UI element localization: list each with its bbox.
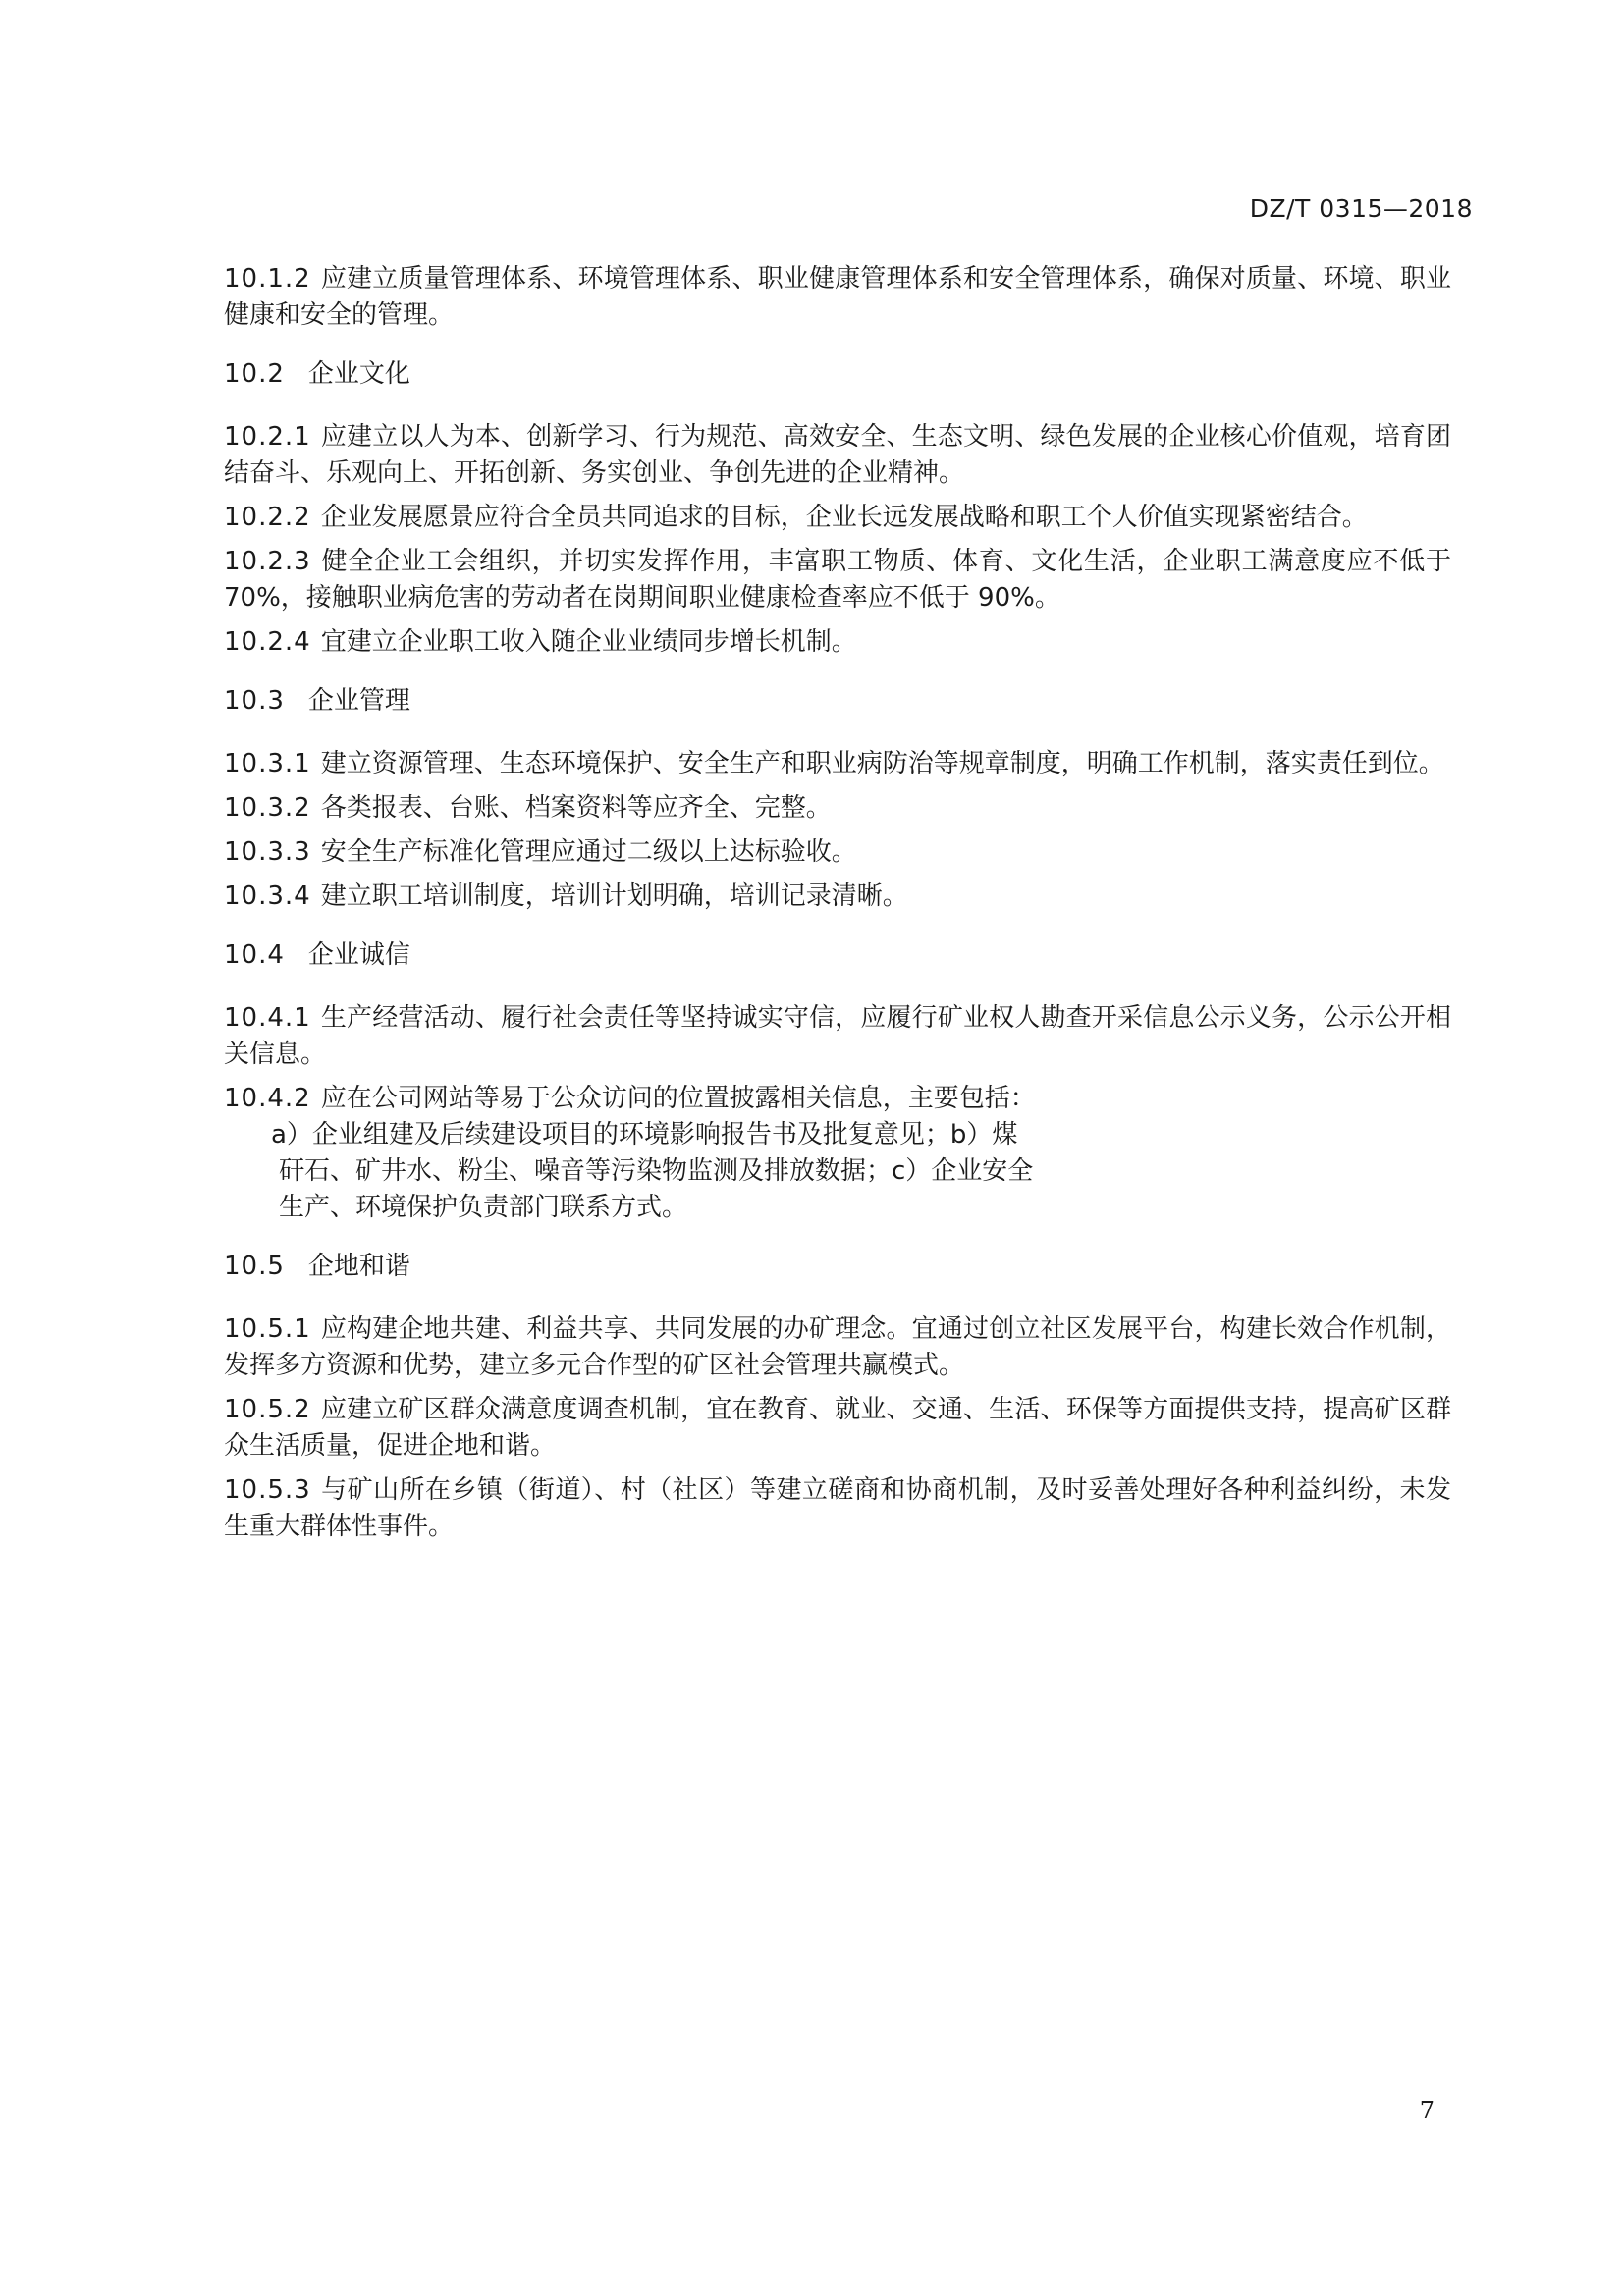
clause-number: 10.2.4 (224, 627, 311, 657)
section-title: 企地和谐 (307, 1252, 410, 1281)
clause-10-2-2 (224, 500, 1451, 536)
clause-number: 10.1.2 (224, 264, 311, 294)
clause-10-3-1 (224, 746, 1451, 782)
list-line: 生产、环境保护负责部门联系方式。 (279, 1193, 688, 1222)
clause-text: 应在公司网站等易于公众访问的位置披露相关信息，主要包括： (320, 1084, 1036, 1113)
clause-10-5-3 (224, 1472, 1451, 1545)
document-body (224, 261, 1451, 1553)
clause-text: 健全企业工会组织，并切实发挥作用，丰富职工物质、体育、文化生活，企业职工满意度应不低于 70%，接触职业病危害的劳动者在岗期间职业健康检查率应不低于 90%。 (224, 547, 1451, 613)
list-line: 矸石、矿井水、粉尘、噪音等污染物监测及排放数据；c）企业安全 (279, 1156, 1034, 1186)
section-heading-10-3 (224, 683, 1451, 720)
clause-text: 应建立质量管理体系、环境管理体系、职业健康管理体系和安全管理体系，确保对质量、环境、职业健康和安全的管理。 (224, 264, 1451, 330)
section-heading-10-2 (224, 356, 1451, 393)
clause-text: 生产经营活动、履行社会责任等坚持诚实守信，应履行矿业权人勘查开采信息公示义务，公示公开相关信息。 (224, 1003, 1451, 1069)
clause-10-5-1 (224, 1311, 1451, 1384)
clause-text: 与矿山所在乡镇（街道）、村（社区）等建立磋商和协商机制，及时妥善处理好各种利益纠纷，未发生重大群体性事件。 (224, 1475, 1451, 1541)
section-heading-10-4 (224, 937, 1451, 974)
clause-10-3-3 (224, 834, 1451, 871)
list-line: a）企业组建及后续建设项目的环境影响报告书及批复意见；b）煤 (271, 1120, 1018, 1149)
clause-10-3-4 (224, 879, 1451, 915)
section-title: 企业管理 (307, 686, 410, 716)
section-title: 企业诚信 (307, 940, 410, 970)
section-number: 10.4 (224, 940, 285, 970)
clause-number: 10.4.1 (224, 1003, 311, 1033)
section-title: 企业文化 (307, 359, 410, 389)
clause-number: 10.5.2 (224, 1395, 311, 1424)
page-number: 7 (1419, 2097, 1435, 2124)
clause-text: 建立资源管理、生态环境保护、安全生产和职业病防治等规章制度，明确工作机制，落实责任到位。 (320, 749, 1444, 778)
clause-number: 10.3.3 (224, 837, 311, 867)
clause-number: 10.5.1 (224, 1314, 311, 1344)
clause-text: 应建立以人为本、创新学习、行为规范、高效安全、生态文明、绿色发展的企业核心价值观，培育团结奋斗、乐观向上、开拓创新、务实创业、争创先进的企业精神。 (224, 422, 1451, 488)
clause-10-4-2 (224, 1081, 1451, 1117)
clause-text: 各类报表、台账、档案资料等应齐全、完整。 (320, 793, 832, 823)
clause-10-2-3 (224, 544, 1451, 616)
clause-text: 企业发展愿景应符合全员共同追求的目标，企业长远发展战略和职工个人价值实现紧密结合。 (320, 503, 1368, 532)
clause-text: 宜建立企业职工收入随企业业绩同步增长机制。 (320, 627, 857, 657)
clause-10-4-1 (224, 1000, 1451, 1073)
clause-number: 10.2.3 (224, 547, 311, 576)
clause-10-1-2 (224, 261, 1451, 334)
clause-10-2-4 (224, 624, 1451, 661)
clause-number: 10.3.4 (224, 881, 311, 911)
clause-number: 10.4.2 (224, 1084, 311, 1113)
clause-number: 10.2.2 (224, 503, 311, 532)
clause-10-3-2 (224, 790, 1451, 827)
clause-number: 10.5.3 (224, 1475, 311, 1505)
section-number: 10.2 (224, 359, 285, 389)
clause-10-2-1 (224, 419, 1451, 492)
disclosure-list (271, 1117, 1163, 1226)
clause-number: 10.3.2 (224, 793, 311, 823)
clause-text: 安全生产标准化管理应通过二级以上达标验收。 (320, 837, 857, 867)
clause-text: 建立职工培训制度，培训计划明确，培训记录清晰。 (320, 881, 908, 911)
section-number: 10.5 (224, 1252, 285, 1281)
clause-number: 10.2.1 (224, 422, 311, 452)
document-code: DZ/T 0315—2018 (1249, 194, 1473, 223)
clause-number: 10.3.1 (224, 749, 311, 778)
section-heading-10-5 (224, 1249, 1451, 1285)
section-number: 10.3 (224, 686, 285, 716)
clause-text: 应建立矿区群众满意度调查机制，宜在教育、就业、交通、生活、环保等方面提供支持，提高矿区群众生活质量，促进企地和谐。 (224, 1395, 1451, 1461)
clause-10-5-2 (224, 1392, 1451, 1465)
clause-text: 应构建企地共建、利益共享、共同发展的办矿理念。宜通过创立社区发展平台，构建长效合作机制，发挥多方资源和优势，建立多元合作型的矿区社会管理共赢模式。 (224, 1314, 1451, 1380)
